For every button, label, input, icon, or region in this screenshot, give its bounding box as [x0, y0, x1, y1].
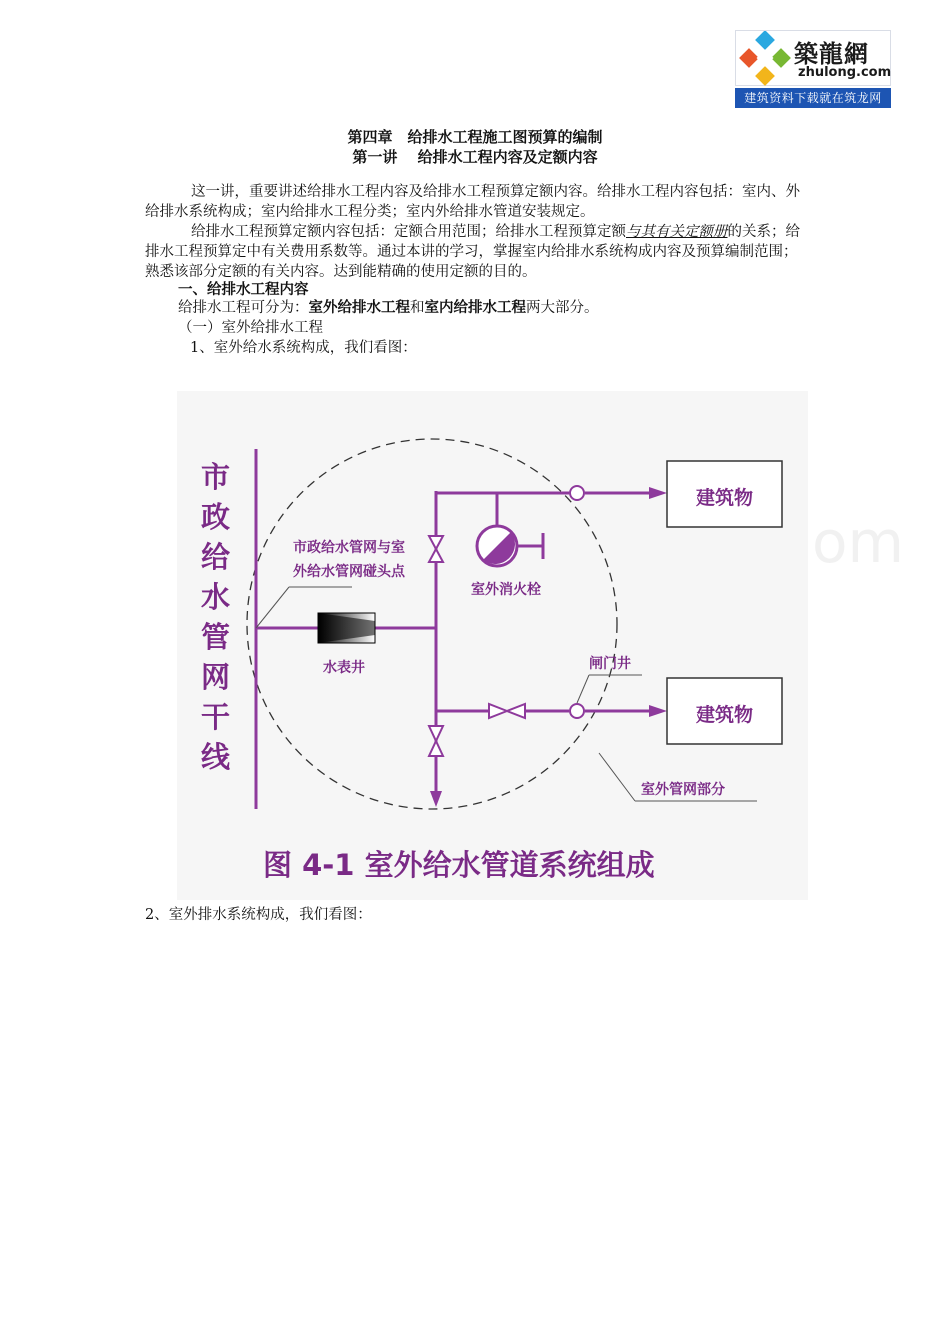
valve-well-label: 闸门井 [589, 656, 631, 672]
quota-paragraph-b: 的关系；给排水工程预算定中有关费用系数等。通过本讲的学习，掌握室内给排水系统构成内容及预算编制范围；熟悉该部分定额的有关内容。达到能精确的使用定额的目的。 [145, 224, 800, 280]
subsection-heading: （一）室外给排水工程 [178, 320, 323, 336]
outdoor-part-label: 室外管网部分 [641, 782, 725, 798]
intro-paragraph: 这一讲，重要讲述给排水工程内容及给排水工程预算定额内容。给排水工程内容包括：室内、外给排水系统构成；室内给排水工程分类；室内外给排水管道安装规定。 [145, 184, 800, 220]
quota-paragraph-a: 给排水工程预算定额内容包括：定额合用范围；给排水工程预算定额 [191, 224, 626, 240]
watermark: om [812, 508, 904, 576]
connection-label-2: 外给水管网碰头点 [293, 564, 405, 580]
main-line-label: 市政给水管网干线 [201, 460, 231, 774]
meter-well-label: 水表井 [323, 660, 365, 676]
chapter-title: 第四章 给排水工程施工图预算的编制 [347, 128, 603, 146]
logo-top [735, 30, 891, 86]
drainage-intro-line: 2、室外排水系统构成，我们看图： [145, 907, 372, 923]
zhulong-logo [735, 30, 891, 108]
quota-paragraph [145, 222, 810, 282]
quota-book-link[interactable]: 与其有关定额册 [626, 224, 728, 240]
section-heading: 一、给排水工程内容 [178, 282, 309, 298]
logo-mark-icon [738, 31, 794, 87]
division-text-e: 两大部分。 [526, 300, 599, 316]
building-label-2: 建筑物 [695, 704, 753, 726]
connection-label-1: 市政给水管网与室 [293, 540, 405, 556]
division-line [178, 298, 599, 318]
supply-intro-line: 1、室外给水系统构成，我们看图： [190, 340, 417, 356]
meter-well-icon [318, 613, 375, 643]
hydrant-label: 室外消火栓 [471, 582, 541, 598]
division-text-a: 给排水工程可分为： [178, 300, 309, 316]
lecture-title: 第一讲 给排水工程内容及定额内容 [352, 148, 598, 166]
building-label-1: 建筑物 [695, 487, 753, 509]
division-text-c: 和 [410, 300, 425, 316]
logo-slogan: 建筑资料下载就在筑龙网 [735, 88, 891, 108]
logo-name-en: zhulong.com [798, 65, 892, 80]
figure-caption: 图 4-1 室外给水管道系统组成 [263, 848, 655, 882]
water-supply-figure [177, 391, 808, 900]
figure-diagram [177, 391, 808, 900]
indoor-term: 室内给排水工程 [424, 300, 526, 316]
logo-name-cn: 築龍網 [794, 39, 869, 68]
outdoor-term: 室外给排水工程 [308, 300, 410, 316]
